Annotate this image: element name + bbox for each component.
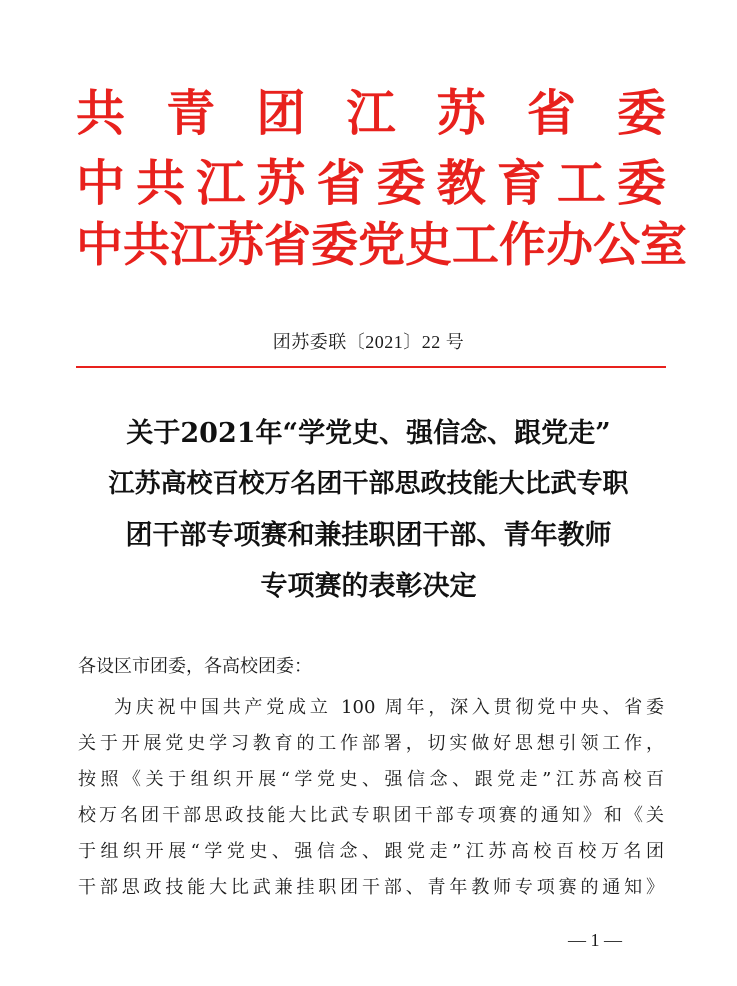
title-line: 关于2021年“学党史、强信念、跟党走”	[126, 418, 611, 449]
issuer-line-education-committee: 中共江苏省委教育工委	[76, 154, 666, 212]
body-line: 于组织开展“学党史、强信念、跟党走”江苏高校百校万名团	[78, 841, 664, 862]
document-number: 团苏委联〔2021〕22 号	[272, 332, 465, 352]
body-line: 关于开展党史学习教育的工作部署，切实做好思想引领工作，	[78, 733, 664, 754]
body-line: 按照《关于组织开展“学党史、强信念、跟党走”江苏高校百	[78, 769, 664, 790]
title-line: 团干部专项赛和兼挂职团干部、青年教师	[125, 520, 612, 551]
title-line: 专项赛的表彰决定	[260, 571, 477, 602]
issuer-line-youth-league: 共青团江苏省委	[76, 84, 666, 142]
document-title	[60, 408, 677, 612]
page-number: — 1 —	[568, 930, 622, 950]
body-line: 校万名团干部思政技能大比武专职团干部专项赛的通知》和《关	[78, 805, 664, 826]
issuer-line-party-history-office: 中共江苏省委党史工作办公室	[76, 218, 687, 273]
title-line: 江苏高校百校万名团干部思政技能大比武专职	[108, 469, 629, 499]
body-line: 为庆祝中国共产党成立 100 周年，深入贯彻党中央、省委	[114, 697, 664, 718]
salutation: 各设区市团委，各高校团委：	[78, 656, 312, 677]
body-paragraph	[78, 690, 664, 906]
red-header-rule	[76, 366, 666, 368]
body-line: 干部思政技能大比武兼挂职团干部、青年教师专项赛的通知》	[78, 877, 664, 898]
